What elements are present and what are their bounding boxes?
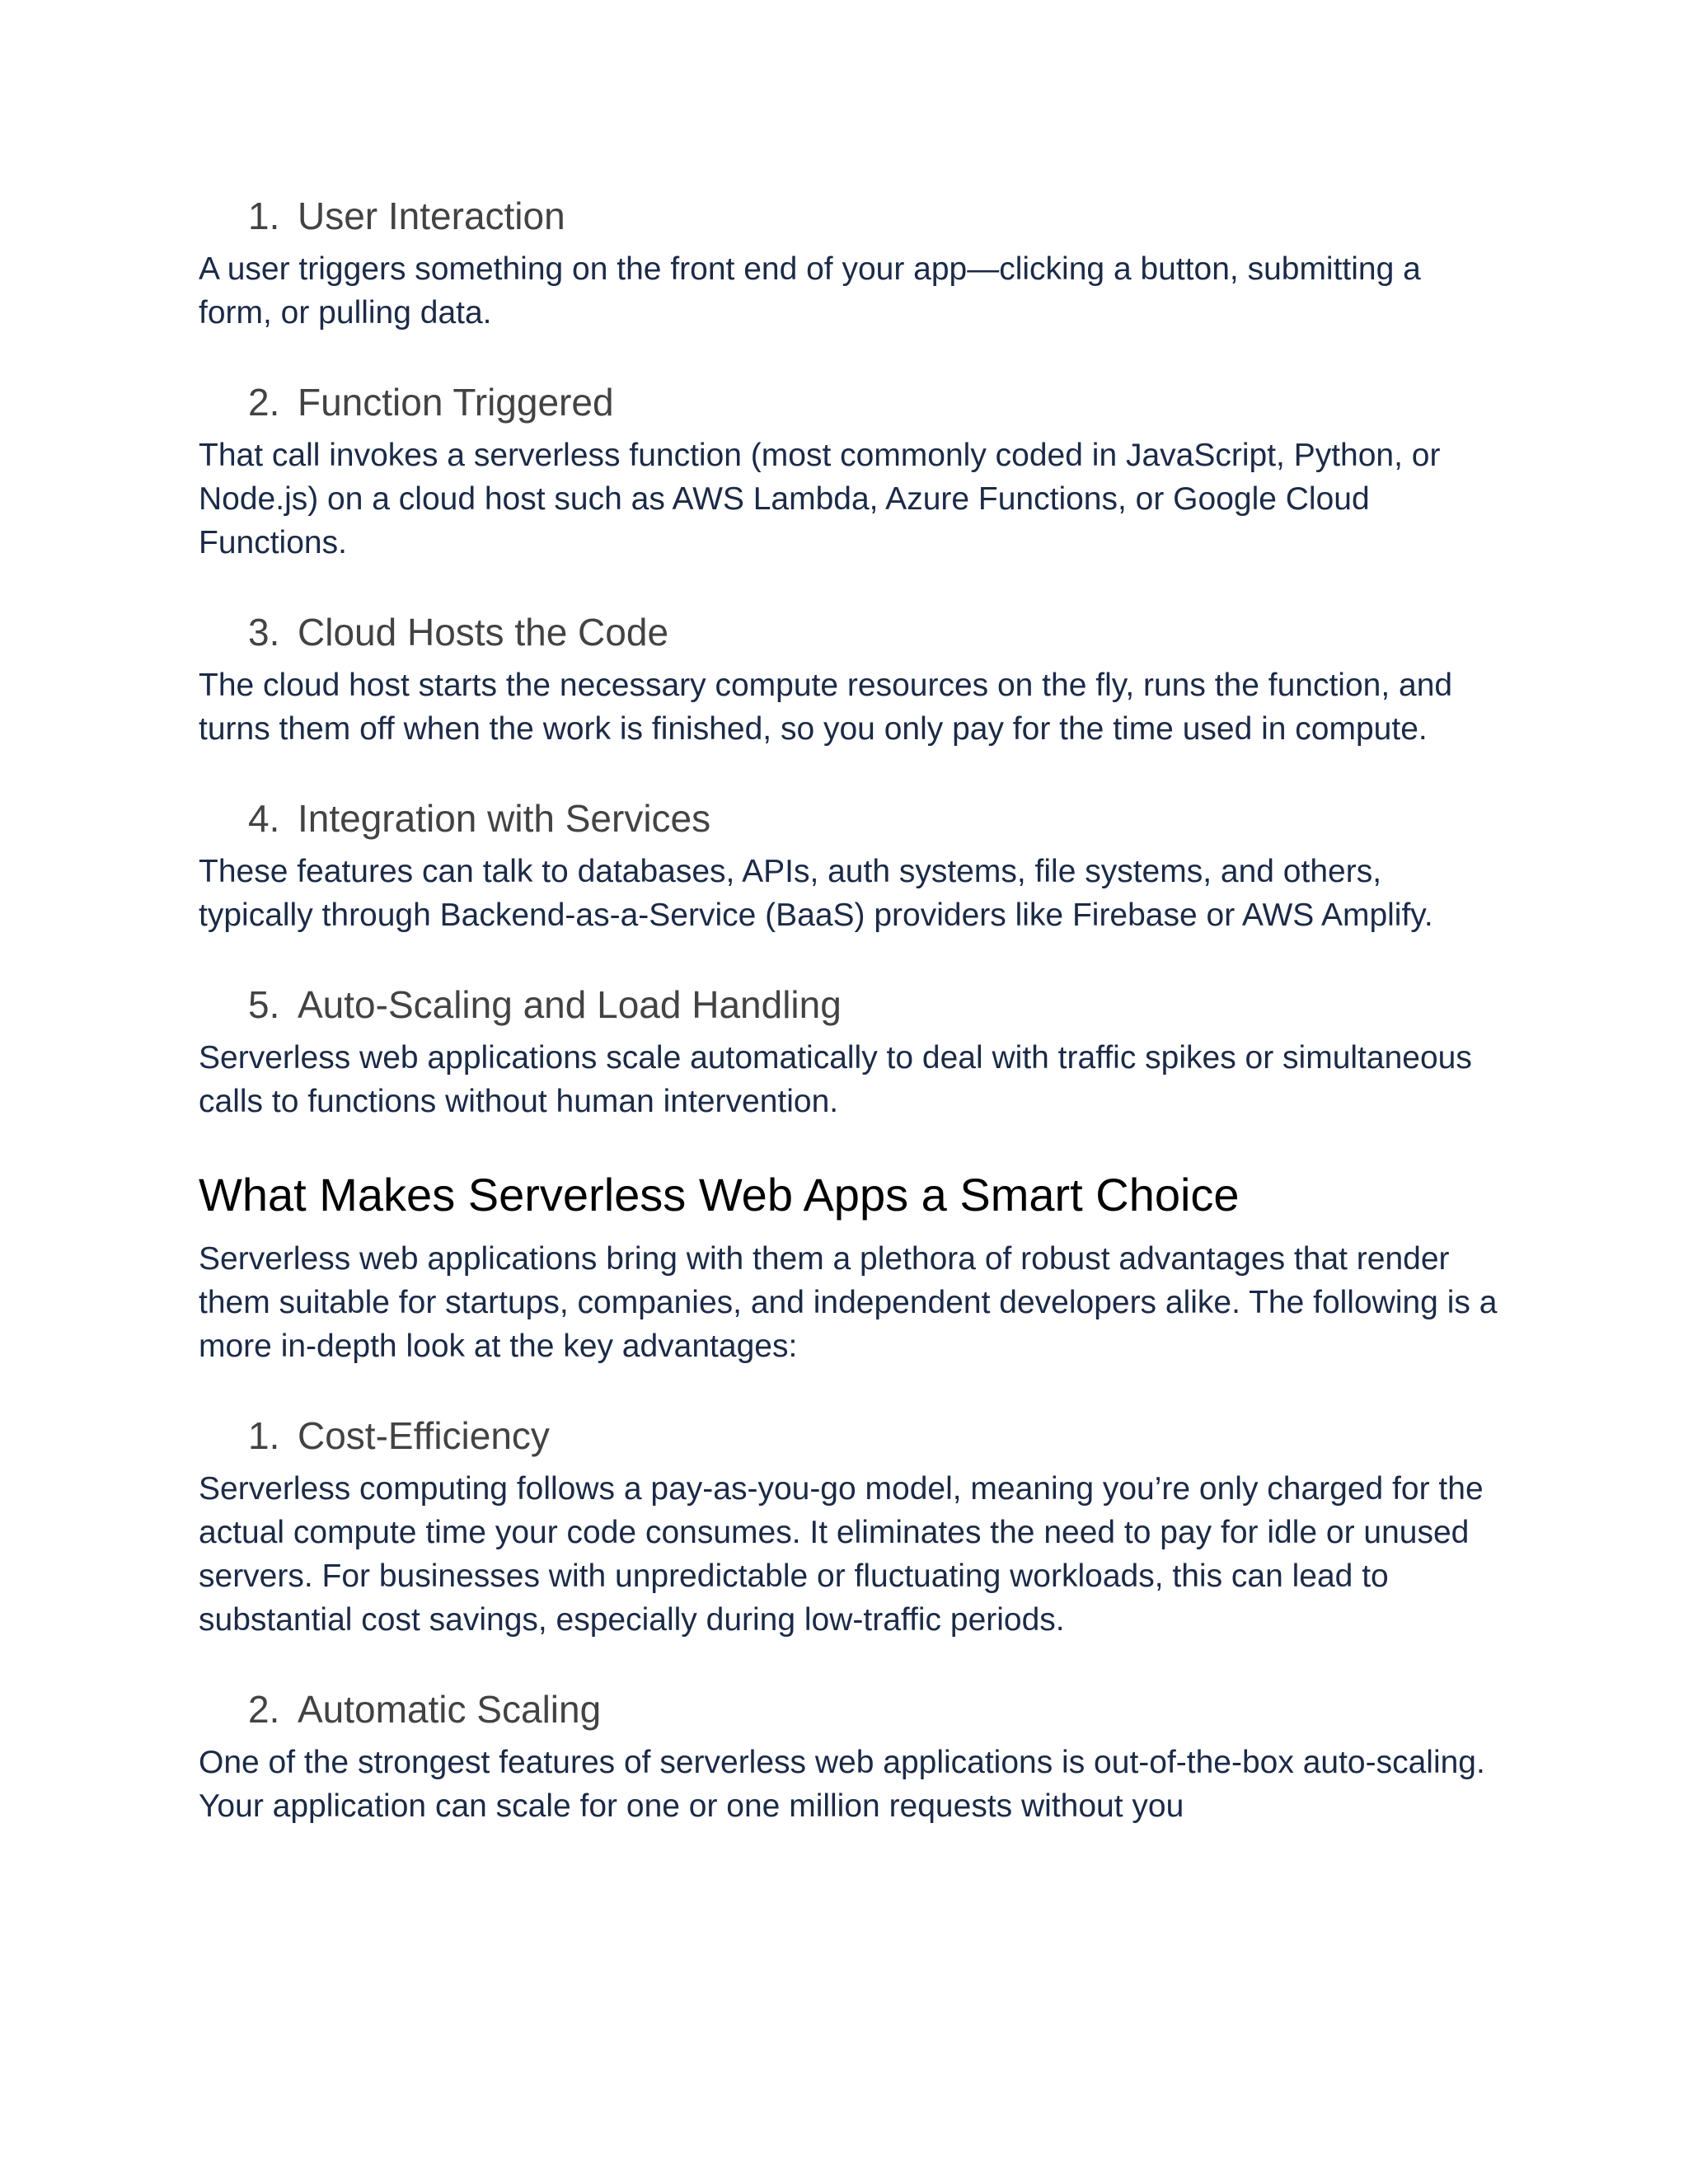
list-item-title: Cloud Hosts the Code [298,611,669,654]
list-item-title: Automatic Scaling [298,1688,602,1731]
list-item-number: 1. [248,194,280,237]
list-item [199,980,1501,1123]
list-item [199,1685,1501,1828]
list-item-body: That call invokes a serverless function (most commonly coded in JavaScript, Python, or Node.js) on a cloud host such as AWS Lambda, Azure Functions, or Google Cloud Functions. [199,438,1441,560]
list-item-title: Cost-Efficiency [298,1414,550,1457]
list-item-number: 3. [248,611,280,654]
list-item-heading [199,191,1501,241]
list-item-heading [199,794,1501,843]
list-item-title: Integration with Services [298,797,711,840]
section [199,1166,1501,1368]
section-intro: Serverless web applications bring with them a plethora of robust advantages that render them suitable for startups, companies, and independent developers alike. The following is a more in-depth look at the key advantages: [199,1241,1498,1364]
list-item-body: The cloud host starts the necessary compute resources on the fly, runs the function, and turns them off when the work is finished, so you only pay for the time used in compute. [199,668,1453,747]
list-item-number: 2. [248,381,280,424]
list-item-number: 1. [248,1414,280,1457]
list-item-number: 4. [248,797,280,840]
list-item [199,191,1501,335]
list-item-body: Serverless web applications scale automatically to deal with traffic spikes or simultaneous calls to functions without human intervention. [199,1040,1472,1119]
list-item [199,794,1501,937]
section-heading: What Makes Serverless Web Apps a Smart Choice [199,1169,1240,1221]
list-item-heading [199,607,1501,657]
list-item-number: 5. [248,983,280,1026]
document-page [199,191,1501,1871]
list-item [199,1411,1501,1642]
list-item-body: A user triggers something on the front end of your app—clicking a button, submitting a form, or pulling data. [199,251,1421,330]
list-item-number: 2. [248,1688,280,1731]
list-item [199,377,1501,565]
list-item-heading [199,1685,1501,1734]
list-item-heading [199,980,1501,1029]
list-item [199,607,1501,751]
list-item-heading [199,377,1501,427]
list-item-body: One of the strongest features of serverless web applications is out-of-the-box auto-scaling. Your application can scale for one or one million requests without you [199,1745,1485,1824]
list-item-title: Function Triggered [298,381,614,424]
list-item-heading [199,1411,1501,1460]
list-item-title: Auto-Scaling and Load Handling [298,983,842,1026]
list-item-title: User Interaction [298,194,565,237]
list-item-body: These features can talk to databases, APIs, auth systems, file systems, and others, typically through Backend-as-a-Service (BaaS) providers like Firebase or AWS Amplify. [199,854,1433,933]
list-item-body: Serverless computing follows a pay-as-you-go model, meaning you’re only charged for the actual compute time your code consumes. It eliminates the need to pay for idle or unused servers. For businesses with unpredictable or fluctuating workloads, this can lead to substantial cost savings, especially during low-traffic periods. [199,1471,1484,1638]
